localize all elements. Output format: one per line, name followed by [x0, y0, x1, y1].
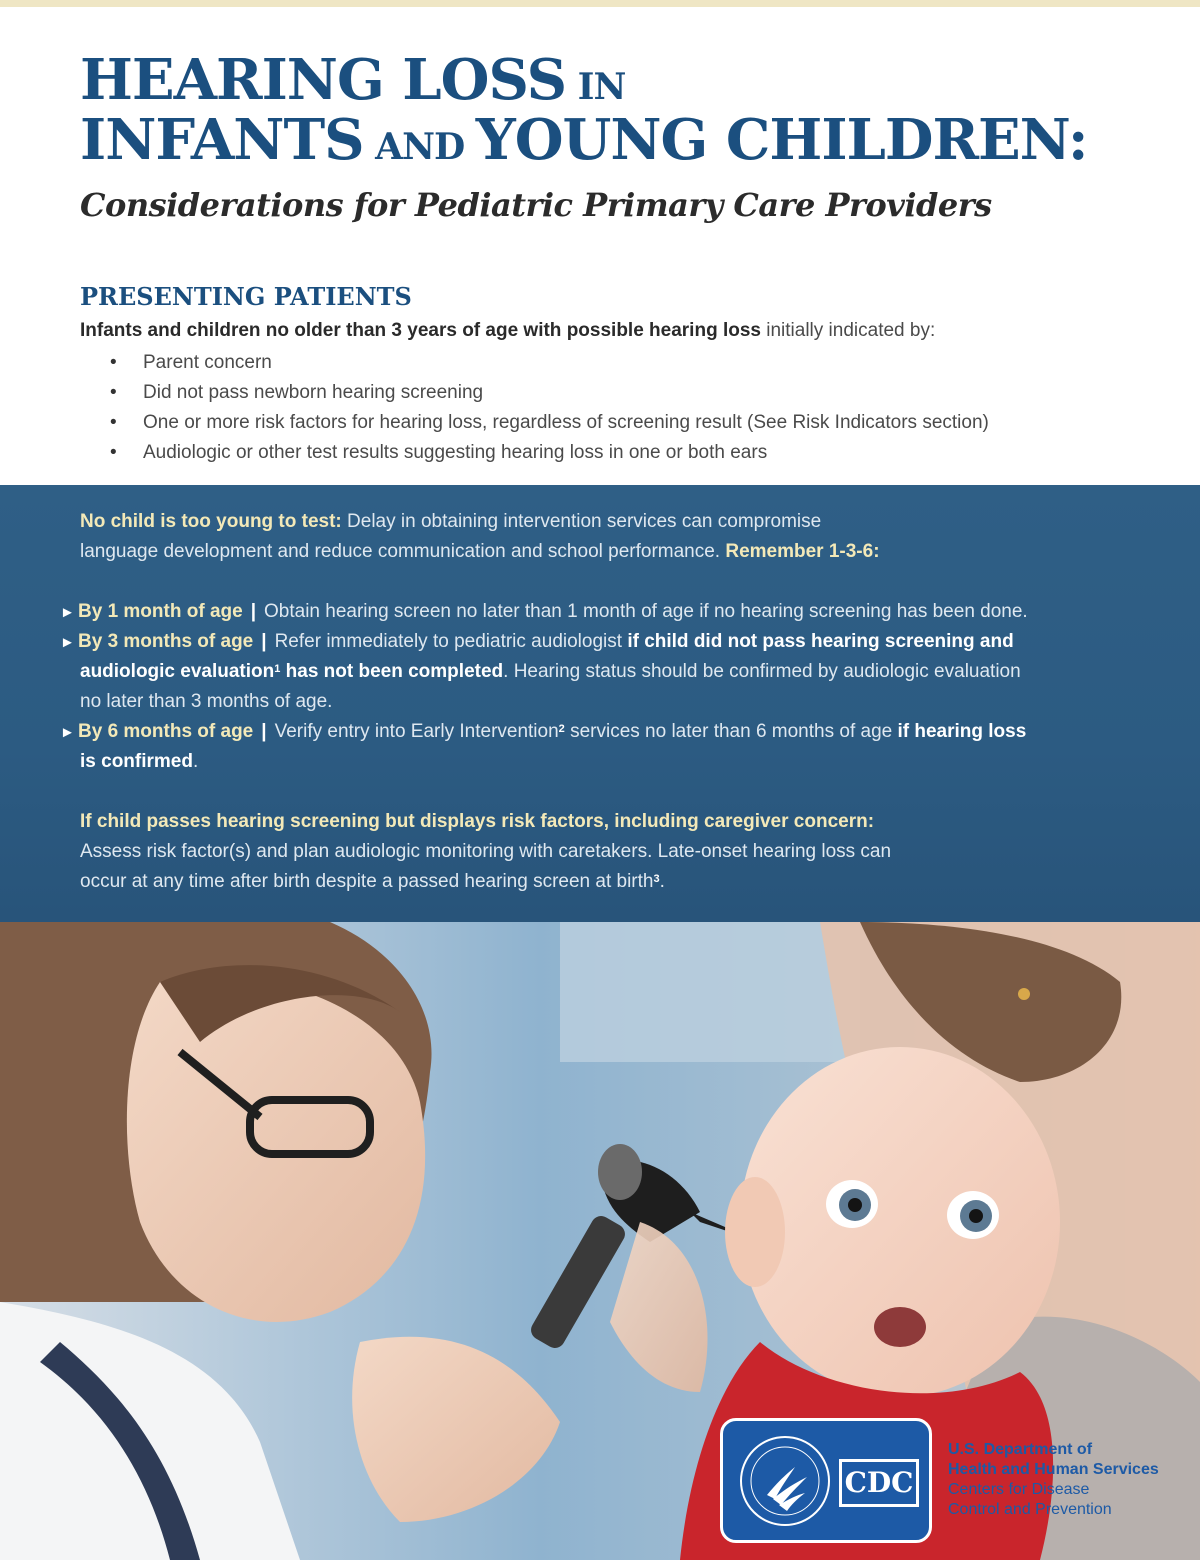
section-heading-presenting: PRESENTING PATIENTS — [80, 282, 412, 311]
panel-intro-line2 — [80, 537, 880, 567]
presenting-intro — [80, 320, 935, 342]
list-item-text: Parent concern — [143, 352, 272, 373]
milestone-text: Refer immediately to pediatric audiologist — [274, 631, 628, 652]
page-subtitle: Considerations for Pediatric Primary Care Providers — [80, 186, 992, 224]
risk-text: occur at any time after birth despite a passed hearing screen at birth — [80, 871, 654, 892]
bullet-icon: • — [110, 352, 117, 373]
presenting-list — [110, 348, 989, 468]
milestone-6-months — [60, 717, 1026, 748]
footnote-ref: 3 — [653, 873, 660, 885]
remember-136-panel — [0, 485, 1200, 922]
divider: | — [261, 721, 267, 742]
list-item — [110, 378, 989, 408]
agency-name — [948, 1440, 1188, 1520]
cdc-name-line2: Control and Prevention — [948, 1501, 1112, 1518]
milestone-text: Verify entry into Early Intervention — [274, 721, 559, 742]
cdc-wordmark: CDC — [839, 1459, 919, 1507]
bullet-icon: • — [110, 412, 117, 433]
hhs-name-line1: U.S. Department of — [948, 1441, 1093, 1458]
milestone-label: By 1 month of age — [78, 601, 243, 622]
top-rule — [0, 0, 1200, 7]
list-item — [110, 348, 989, 378]
milestone-3-months — [60, 627, 1014, 658]
footnote-ref: 2 — [558, 723, 565, 735]
milestone-text: no later than 3 months of age. — [80, 691, 333, 712]
list-item — [110, 438, 989, 468]
risk-text: . — [659, 871, 665, 892]
milestone-bold: has not been completed — [280, 661, 504, 682]
risk-text-line1 — [80, 837, 891, 867]
title-word-young-children: YOUNG CHILDREN: — [475, 107, 1088, 173]
milestone-6-months-line2 — [60, 747, 198, 777]
milestone-label: By 6 months of age — [78, 721, 254, 742]
arrow-right-icon: ► — [60, 724, 75, 741]
title-word-infants: INFANTS — [80, 107, 364, 173]
milestone-text: . — [192, 751, 199, 772]
footnote-ref: 1 — [274, 663, 281, 675]
panel-intro-highlight: No child is too young to test: — [80, 511, 342, 532]
presenting-intro-bold: Infants and children no older than 3 years of age with possible hearing loss — [80, 320, 761, 341]
arrow-right-icon: ► — [60, 604, 75, 621]
risk-text-line2 — [80, 867, 665, 897]
page-title — [80, 47, 1160, 173]
milestone-bold: audiologic evaluation — [80, 661, 275, 682]
hhs-seal-icon — [737, 1433, 833, 1529]
milestone-bold: is confirmed — [80, 751, 193, 772]
divider: | — [261, 631, 267, 652]
list-item-text: Did not pass newborn hearing screening — [143, 382, 484, 403]
milestone-3-months-line2 — [60, 657, 1021, 687]
milestone-text: . Hearing status should be confirmed by audiologic evaluation — [503, 661, 1021, 682]
risk-highlight: If child passes hearing screening but displays risk factors, including caregiver concern: — [80, 811, 875, 832]
milestone-text: Obtain hearing screen no later than 1 month of age if no hearing screening has been done. — [264, 601, 1028, 622]
cdc-name-line1: Centers for Disease — [948, 1481, 1090, 1498]
panel-intro-text: Delay in obtaining intervention services can compromise — [341, 511, 822, 532]
panel-intro-line1 — [80, 507, 821, 537]
list-item-text: One or more risk factors for hearing loss, regardless of screening result (See Risk Indicators section) — [143, 412, 989, 433]
milestone-bold: if child did not pass hearing screening and — [627, 631, 1014, 652]
earring-icon — [1018, 988, 1030, 1000]
milestone-1-month — [60, 597, 1028, 628]
milestone-3-months-line3 — [60, 687, 332, 717]
cdc-logo — [720, 1418, 932, 1543]
risk-text: Assess risk factor(s) and plan audiologic monitoring with caretakers. Late-onset hearing loss can — [80, 841, 892, 862]
list-item — [110, 408, 989, 438]
risk-heading — [80, 807, 874, 837]
title-word-hearing-loss: HEARING LOSS — [80, 47, 567, 113]
milestone-bold: if hearing loss — [897, 721, 1027, 742]
list-item-text: Audiologic or other test results suggesting hearing loss in one or both ears — [143, 442, 768, 463]
presenting-intro-rest: initially indicated by: — [760, 320, 936, 341]
milestone-label: By 3 months of age — [78, 631, 254, 652]
hhs-name-line2: Health and Human Services — [948, 1461, 1159, 1478]
title-word-in: IN — [566, 66, 626, 108]
milestone-text: services no later than 6 months of age — [564, 721, 898, 742]
remember-label: Remember 1-3-6: — [725, 541, 880, 562]
bullet-icon: • — [110, 442, 117, 463]
arrow-right-icon: ► — [60, 634, 75, 651]
bullet-icon: • — [110, 382, 117, 403]
divider: | — [250, 601, 257, 622]
title-word-and: AND — [363, 126, 476, 168]
panel-intro-text2: language development and reduce communication and school performance. — [80, 541, 726, 562]
